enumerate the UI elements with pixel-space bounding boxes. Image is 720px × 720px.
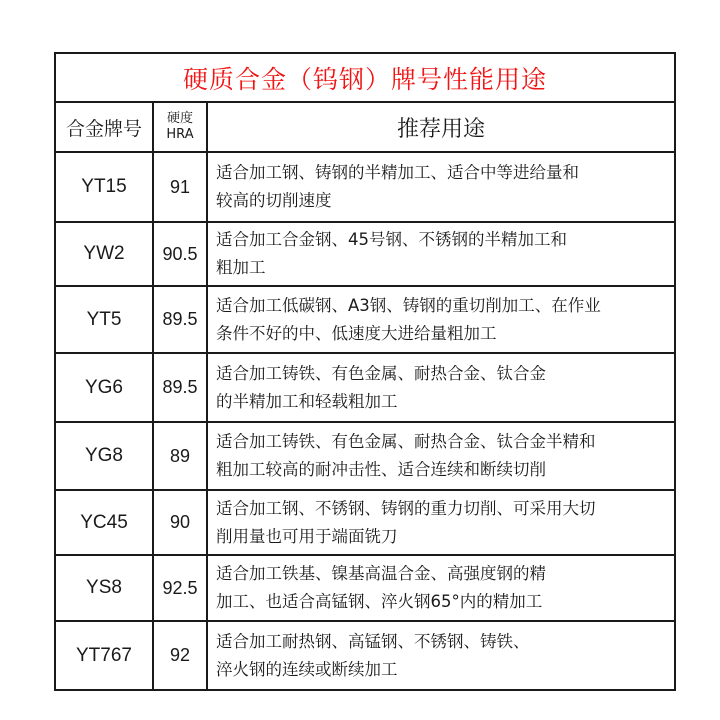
usage-line: 较高的切削速度: [216, 191, 332, 210]
usage-line: 适合加工合金钢、45号钢、不锈钢的半精加工和: [216, 230, 567, 249]
table-row: [55, 152, 675, 222]
alloy-grade-table: [54, 52, 676, 691]
grade-cell: YG6: [55, 353, 153, 422]
table-title: 硬质合金（钨钢）牌号性能用途: [55, 53, 675, 102]
grade-cell: YT5: [55, 286, 153, 353]
table-row: [55, 490, 675, 555]
grade-cell: YG8: [55, 422, 153, 490]
usage-line: 适合加工铸铁、有色金属、耐热合金、钛合金半精和: [216, 432, 596, 451]
hardness-cell: 89.5: [153, 353, 207, 422]
usage-cell: [207, 286, 675, 353]
table-row: [55, 621, 675, 690]
usage-line: 适合加工耐热钢、高锰钢、不锈钢、铸铁、: [216, 631, 530, 651]
hardness-cell: 90: [153, 490, 207, 555]
usage-line: 淬火钢的连续或断续加工: [216, 659, 398, 679]
table-row: [55, 555, 675, 621]
table-row: [55, 286, 675, 353]
usage-line: 粗加工较高的耐冲击性、适合连续和断续切削: [216, 460, 546, 479]
grade-cell: YC45: [55, 490, 153, 555]
usage-line: 加工、也适合高锰钢、淬火钢65°内的精加工: [216, 592, 543, 611]
header-row: [55, 102, 675, 152]
column-header-usage: 推荐用途: [207, 102, 675, 152]
usage-line: 条件不好的中、低速度大进给量粗加工: [216, 323, 497, 343]
usage-cell: [207, 422, 675, 490]
hardness-cell: 89.5: [153, 286, 207, 353]
hardness-header-line2: HRA: [166, 127, 194, 142]
usage-cell: [207, 222, 675, 286]
usage-line: 粗加工: [216, 258, 266, 277]
grade-cell: YW2: [55, 222, 153, 286]
hardness-header-line1: 硬度: [166, 111, 193, 126]
usage-line: 适合加工铸铁、有色金属、耐热合金、钛合金: [216, 363, 546, 383]
grade-cell: YT767: [55, 621, 153, 690]
usage-cell: [207, 490, 675, 555]
usage-line: 适合加工铁基、镍基高温合金、高强度钢的精: [216, 564, 546, 583]
table-row: [55, 222, 675, 286]
hardness-cell: 92.5: [153, 555, 207, 621]
hardness-cell: 92: [153, 621, 207, 690]
usage-cell: [207, 555, 675, 621]
usage-line: 的半精加工和轻载粗加工: [216, 391, 398, 411]
table-row: [55, 422, 675, 490]
usage-line: 适合加工钢、不锈钢、铸钢的重力切削、可采用大切: [216, 498, 596, 518]
usage-line: 适合加工低碳钢、A3钢、铸钢的重切削加工、在作业: [216, 295, 601, 315]
column-header-hardness: [153, 102, 207, 152]
grade-cell: YS8: [55, 555, 153, 621]
usage-line: 削用量也可用于端面铣刀: [216, 526, 398, 546]
usage-cell: [207, 152, 675, 222]
usage-cell: [207, 353, 675, 422]
usage-line: 适合加工钢、铸钢的半精加工、适合中等进给量和: [216, 163, 579, 182]
column-header-grade: 合金牌号: [55, 102, 153, 152]
hardness-cell: 89: [153, 422, 207, 490]
table-row: [55, 353, 675, 422]
alloy-grade-table-container: [54, 52, 676, 691]
hardness-cell: 91: [153, 152, 207, 222]
hardness-cell: 90.5: [153, 222, 207, 286]
usage-cell: [207, 621, 675, 690]
title-row: [55, 53, 675, 102]
table-body: [55, 152, 675, 690]
grade-cell: YT15: [55, 152, 153, 222]
